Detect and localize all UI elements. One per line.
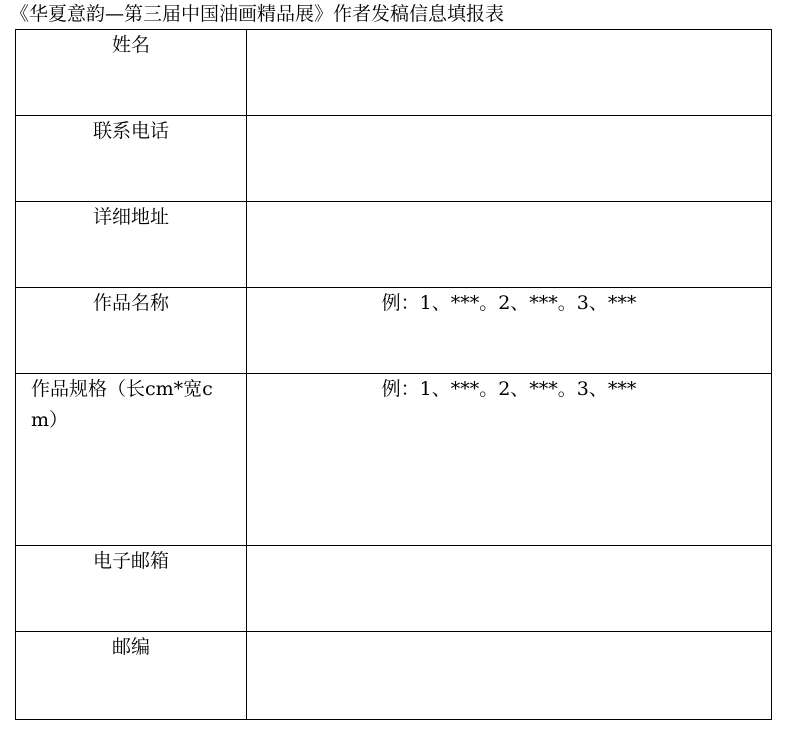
label-address: 详细地址 — [16, 202, 247, 288]
label-work-title: 作品名称 — [16, 288, 247, 374]
field-work-title[interactable]: 例：1、***。2、***。3、*** — [247, 288, 772, 374]
table-row-work-size — [16, 374, 772, 546]
table-row-phone — [16, 116, 772, 202]
field-name[interactable] — [247, 30, 772, 116]
field-address[interactable] — [247, 202, 772, 288]
table-row-postcode — [16, 632, 772, 720]
table-row-email — [16, 546, 772, 632]
field-phone[interactable] — [247, 116, 772, 202]
field-email[interactable] — [247, 546, 772, 632]
table-row-address — [16, 202, 772, 288]
label-postcode: 邮编 — [16, 632, 247, 720]
field-work-size[interactable]: 例：1、***。2、***。3、*** — [247, 374, 772, 546]
label-name: 姓名 — [16, 30, 247, 116]
label-work-size: 作品规格（长cm*宽cm） — [16, 374, 247, 546]
label-email: 电子邮箱 — [16, 546, 247, 632]
form-title: 《华夏意韵—第三届中国油画精品展》作者发稿信息填报表 — [10, 3, 505, 25]
field-postcode[interactable] — [247, 632, 772, 720]
label-phone: 联系电话 — [16, 116, 247, 202]
table-row-name — [16, 30, 772, 116]
table-row-work-title — [16, 288, 772, 374]
info-form-table — [15, 29, 772, 720]
